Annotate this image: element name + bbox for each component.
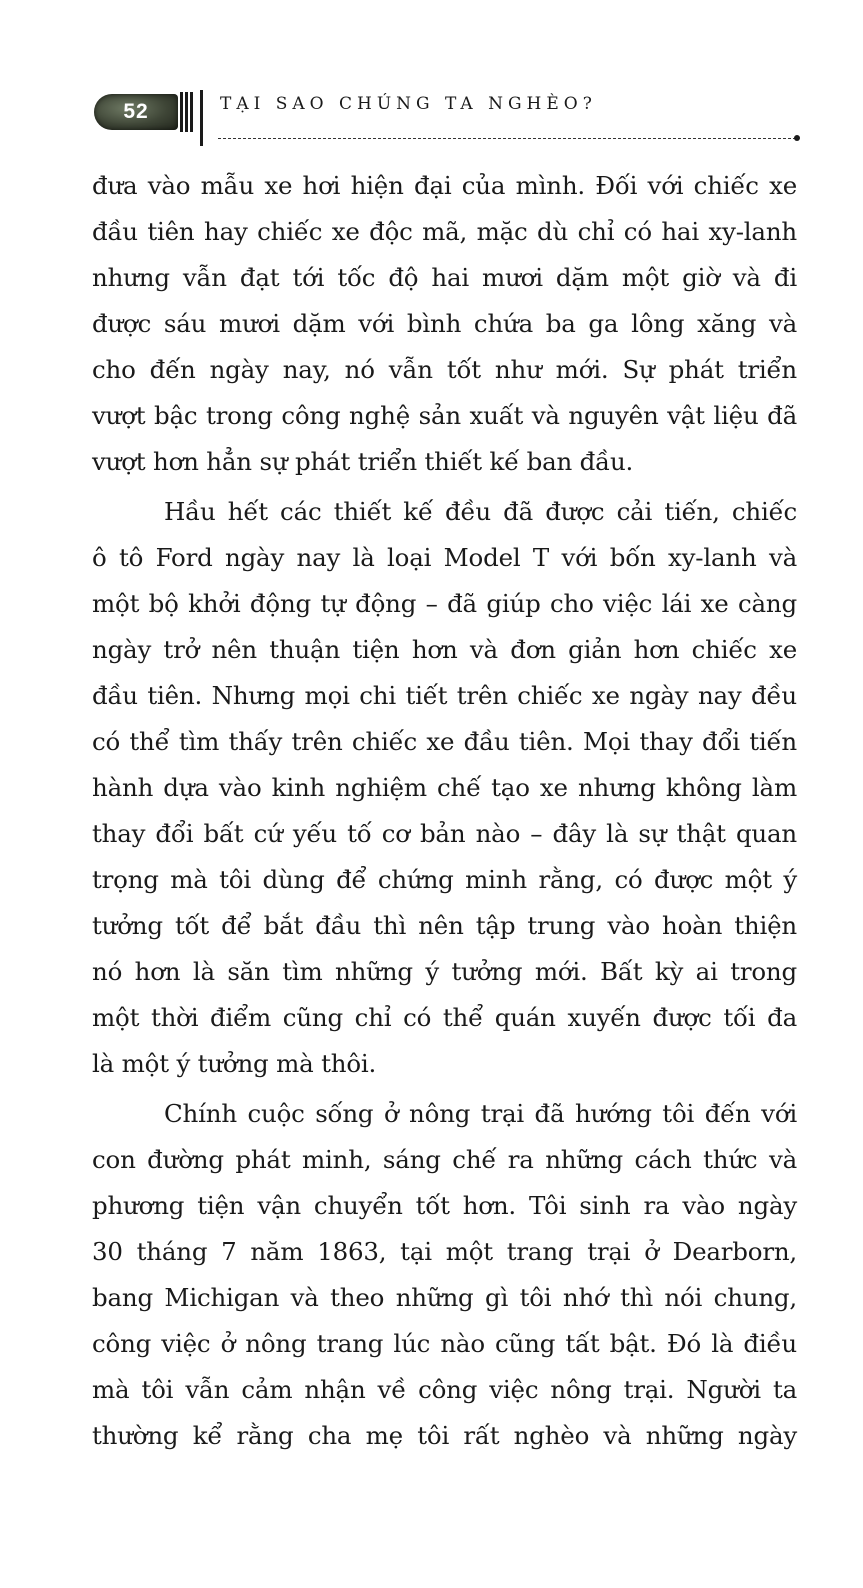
text-line: hành dựa vào kinh nghiệm chế tạo xe nhưng không làm xyxy=(92,773,797,802)
header-dashed-rule xyxy=(218,138,796,139)
text-line: được sáu mươi dặm với bình chứa ba ga lông xăng và xyxy=(92,309,797,338)
paragraph xyxy=(92,489,797,1087)
text-line: mà tôi vẫn cảm nhận về công việc nông trại. Người ta xyxy=(92,1375,797,1404)
page-number-badge xyxy=(94,94,178,130)
header-rule-dot xyxy=(794,135,800,141)
text-line: có thể tìm thấy trên chiếc xe đầu tiên. Mọi thay đổi tiến xyxy=(92,727,797,756)
text-line: ngày trở nên thuận tiện hơn và đơn giản hơn chiếc xe xyxy=(92,635,797,664)
text-line: đầu tiên. Nhưng mọi chi tiết trên chiếc xe ngày nay đều xyxy=(92,681,797,710)
text-line: bang Michigan và theo những gì tôi nhớ thì nói chung, xyxy=(92,1283,797,1312)
page-number: 52 xyxy=(123,100,149,123)
text-line: nó hơn là săn tìm những ý tưởng mới. Bất kỳ ai trong xyxy=(92,957,797,986)
text-line: 30 tháng 7 năm 1863, tại một trang trại ở Dearborn, xyxy=(92,1237,797,1266)
text-line: trọng mà tôi dùng để chứng minh rằng, có được một ý xyxy=(92,865,797,894)
text-line: con đường phát minh, sáng chế ra những cách thức và xyxy=(92,1145,797,1174)
text-line: nhưng vẫn đạt tới tốc độ hai mươi dặm một giờ và đi xyxy=(92,263,797,292)
text-line: thường kể rằng cha mẹ tôi rất nghèo và những ngày xyxy=(92,1421,797,1450)
text-line: phương tiện vận chuyển tốt hơn. Tôi sinh ra vào ngày xyxy=(92,1191,797,1220)
text-line: tưởng tốt để bắt đầu thì nên tập trung vào hoàn thiện xyxy=(92,911,797,940)
text-line: công việc ở nông trang lúc nào cũng tất bật. Đó là điều xyxy=(92,1329,797,1358)
text-line: ô tô Ford ngày nay là loại Model T với bốn xy-lanh và xyxy=(92,543,797,572)
text-line: đưa vào mẫu xe hơi hiện đại của mình. Đối với chiếc xe xyxy=(92,171,797,200)
header-ornament-bars xyxy=(180,92,194,132)
body-text xyxy=(92,163,797,1459)
text-line: thay đổi bất cứ yếu tố cơ bản nào – đây là sự thật quan xyxy=(92,819,797,848)
header-vertical-rule xyxy=(200,90,203,146)
text-line: Chính cuộc sống ở nông trại đã hướng tôi đến với xyxy=(164,1099,797,1128)
text-line: Hầu hết các thiết kế đều đã được cải tiến, chiếc xyxy=(164,497,797,526)
text-line: một thời điểm cũng chỉ có thể quán xuyến được tối đa xyxy=(92,1003,797,1032)
text-line: là một ý tưởng mà thôi. xyxy=(92,1049,377,1078)
paragraph xyxy=(92,1091,797,1459)
text-line: cho đến ngày nay, nó vẫn tốt như mới. Sự phát triển xyxy=(92,355,797,384)
text-line: vượt bậc trong công nghệ sản xuất và nguyên vật liệu đã xyxy=(92,401,797,430)
text-line: vượt hơn hẳn sự phát triển thiết kế ban đầu. xyxy=(92,447,634,476)
paragraph xyxy=(92,163,797,485)
text-line: một bộ khởi động tự động – đã giúp cho việc lái xe càng xyxy=(92,589,797,618)
running-header xyxy=(94,90,804,148)
running-title: TẠI SAO CHÚNG TA NGHÈO? xyxy=(220,94,597,114)
text-line: đầu tiên hay chiếc xe độc mã, mặc dù chỉ có hai xy-lanh xyxy=(92,217,797,246)
